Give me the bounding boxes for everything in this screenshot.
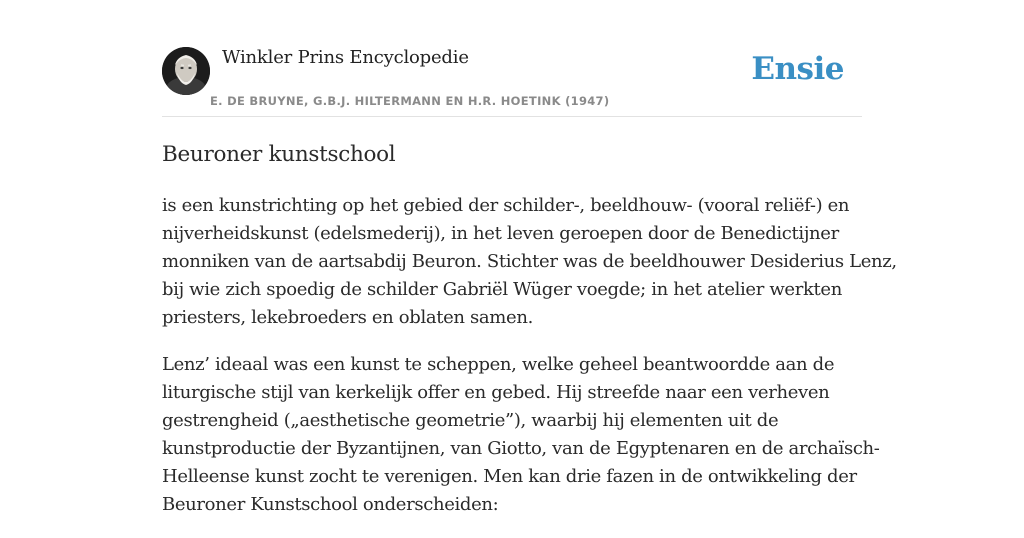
text-line: kunstproductie der Byzantijnen, van Giotto, van de Egyptenaren en de archaïsch- — [162, 438, 880, 459]
paragraph — [162, 192, 897, 332]
text-line: priesters, lekebroeders en oblaten samen. — [162, 307, 533, 328]
text-line: Helleense kunst zocht te verenigen. Men kan drie fazen in de ontwikkeling der — [162, 466, 857, 487]
avatar[interactable] — [162, 47, 210, 95]
text-line: gestrengheid („aesthetische geometrie”), waarbij hij elementen uit de — [162, 410, 779, 431]
text-line: liturgische stijl van kerkelijk offer en gebed. Hij streefde naar een verheven — [162, 382, 830, 403]
text-line: nijverheidskunst (edelsmederij), in het leven geroepen door de Benedictijner — [162, 223, 839, 244]
text-line: is een kunstrichting op het gebied der schilder-, beeldhouw- (vooral reliëf-) en — [162, 195, 850, 216]
page-container — [162, 0, 897, 515]
site-subtitle: E. DE BRUYNE, G.B.J. HILTERMANN EN H.R. HOETINK (1947) — [210, 94, 610, 108]
text-line: bij wie zich spoedig de schilder Gabriël Wüger voegde; in het atelier werkten — [162, 279, 842, 300]
text-line: Beuroner Kunstschool onderscheiden: — [162, 494, 499, 515]
brand-logo[interactable]: Ensie — [751, 51, 844, 87]
paragraph — [162, 351, 880, 519]
site-title[interactable]: Winkler Prins Encyclopedie — [222, 47, 469, 68]
text-line: Lenz’ ideaal was een kunst te scheppen, welke geheel beantwoordde aan de — [162, 354, 835, 375]
portrait-photo-icon — [162, 47, 210, 95]
site-header — [162, 0, 862, 117]
article-body — [162, 192, 897, 538]
text-line: monniken van de aartsabdij Beuron. Stichter was de beeldhouwer Desiderius Lenz, — [162, 251, 897, 272]
article-title: Beuroner kunstschool — [162, 142, 396, 167]
